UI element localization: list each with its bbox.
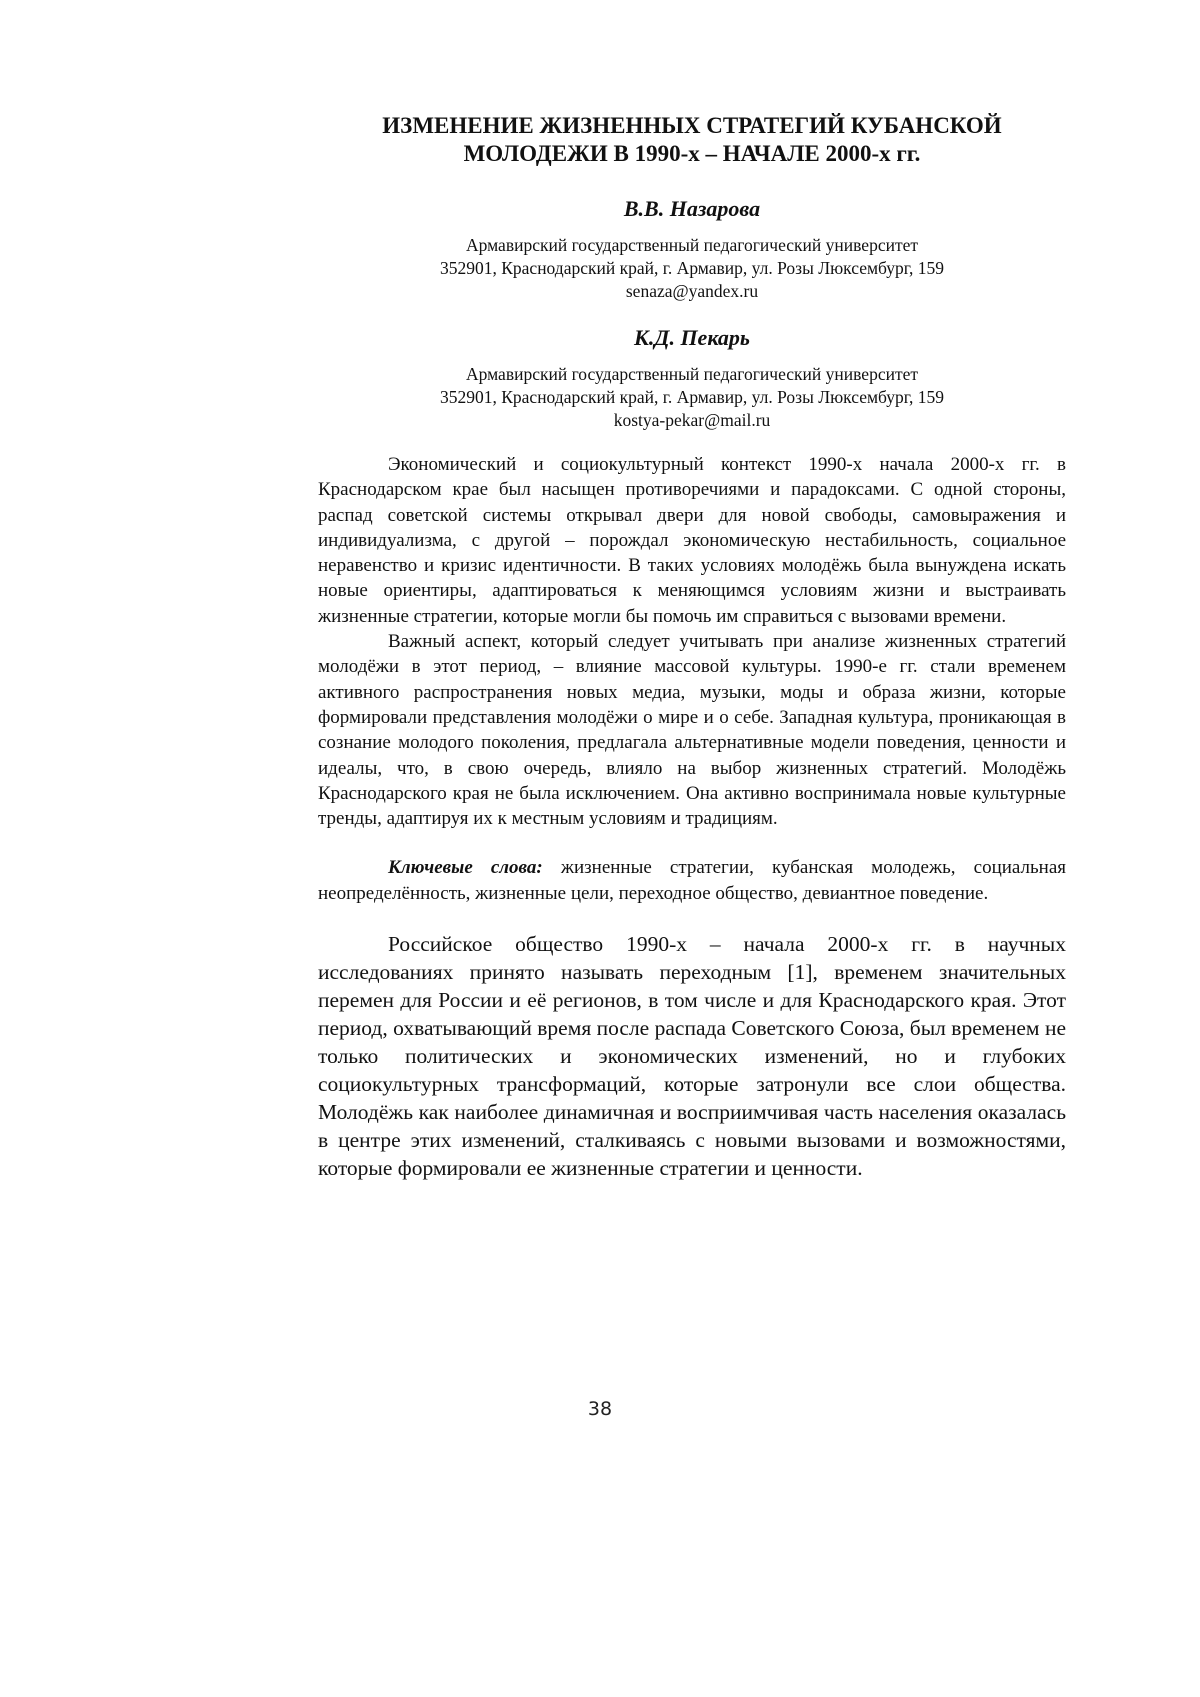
author-name-2: К.Д. Пекарь [634, 325, 750, 350]
author-institution-1: Армавирский государственный педагогический университет [465, 235, 919, 255]
article [318, 112, 1066, 1182]
author-email-1: senaza@yandex.ru [625, 281, 759, 301]
author-address-1: 352901, Краснодарский край, г. Армавир, ул. Розы Люксембург, 159 [439, 258, 944, 278]
abstract [318, 452, 1066, 831]
abstract-paragraph-2: Важный аспект, который следует учитывать при анализе жизненных стратегий молодёжи в этот период, – влияние массовой культуры. 1990-е гг. стали временем активного распространения новых медиа, музыки, моды и образа жизни, которые формировали представления молодёжи о мире и о себе. Западная культура, проникающая в сознание молодого поколения, предлагала альтернативные модели поведения, ценности и идеалы, что, в свою очередь, влияло на выбор жизненных стратегий. Молодёжь Краснодарского края не была исключением. Она активно воспринимала новые культурные тренды, адаптируя их к местным условиям и традициям. [318, 631, 1066, 830]
main-text [318, 930, 1066, 1182]
article-title [318, 112, 1066, 168]
author-email-2: kostya-pekar@mail.ru [613, 410, 771, 430]
keywords-text: жизненные стратегии, кубанская молодежь, социальная неопределённость, жизненные цели, переходное общество, девиантное поведение. [318, 857, 1066, 904]
keywords [318, 855, 1066, 906]
article-title-line-2: МОЛОДЕЖИ В 1990-х – НАЧАЛЕ 2000-х гг. [463, 141, 921, 166]
page-number: 38 [587, 1398, 613, 1420]
author-address-2: 352901, Краснодарский край, г. Армавир, ул. Розы Люксембург, 159 [439, 387, 944, 407]
keywords-label: Ключевые слова: [388, 857, 543, 879]
author-name-1: В.В. Назарова [623, 196, 761, 221]
abstract-paragraph-1: Экономический и социокультурный контекст 1990-х начала 2000-х гг. в Краснодарском крае был насыщен противоречиями и парадоксами. С одной стороны, распад советской системы открывал двери для новой свободы, самовыражения и индивидуализма, с другой – порождал экономическую нестабильность, социальное неравенство и кризис идентичности. В таких условиях молодёжь была вынуждена искать новые ориентиры, адаптироваться к меняющимся условиям жизни и выстраивать жизненные стратегии, которые могли бы помочь им справиться с вызовами времени. [318, 454, 1066, 627]
author-institution-2: Армавирский государственный педагогический университет [465, 364, 919, 384]
author-affiliation-2 [318, 363, 1066, 432]
article-title-line-1: ИЗМЕНЕНИЕ ЖИЗНЕННЫХ СТРАТЕГИЙ КУБАНСКОЙ [382, 113, 1002, 138]
author-affiliation-1 [318, 234, 1066, 303]
main-text-paragraph-1: Российское общество 1990-х – начала 2000-х гг. в научных исследованиях принято называть переходным [1], временем значительных перемен для России и её регионов, в том числе и для Краснодарского края. Этот период, охватывающий время после распада Советского Союза, был временем не только политических и экономических изменений, но и глубоких социокультурных трансформаций, которые затронули все слои общества. Молодёжь как наиболее динамичная и восприимчивая часть населения оказалась в центре этих изменений, сталкиваясь с новыми вызовами и возможностями, которые формировали ее жизненные стратегии и ценности. [318, 932, 1066, 1181]
